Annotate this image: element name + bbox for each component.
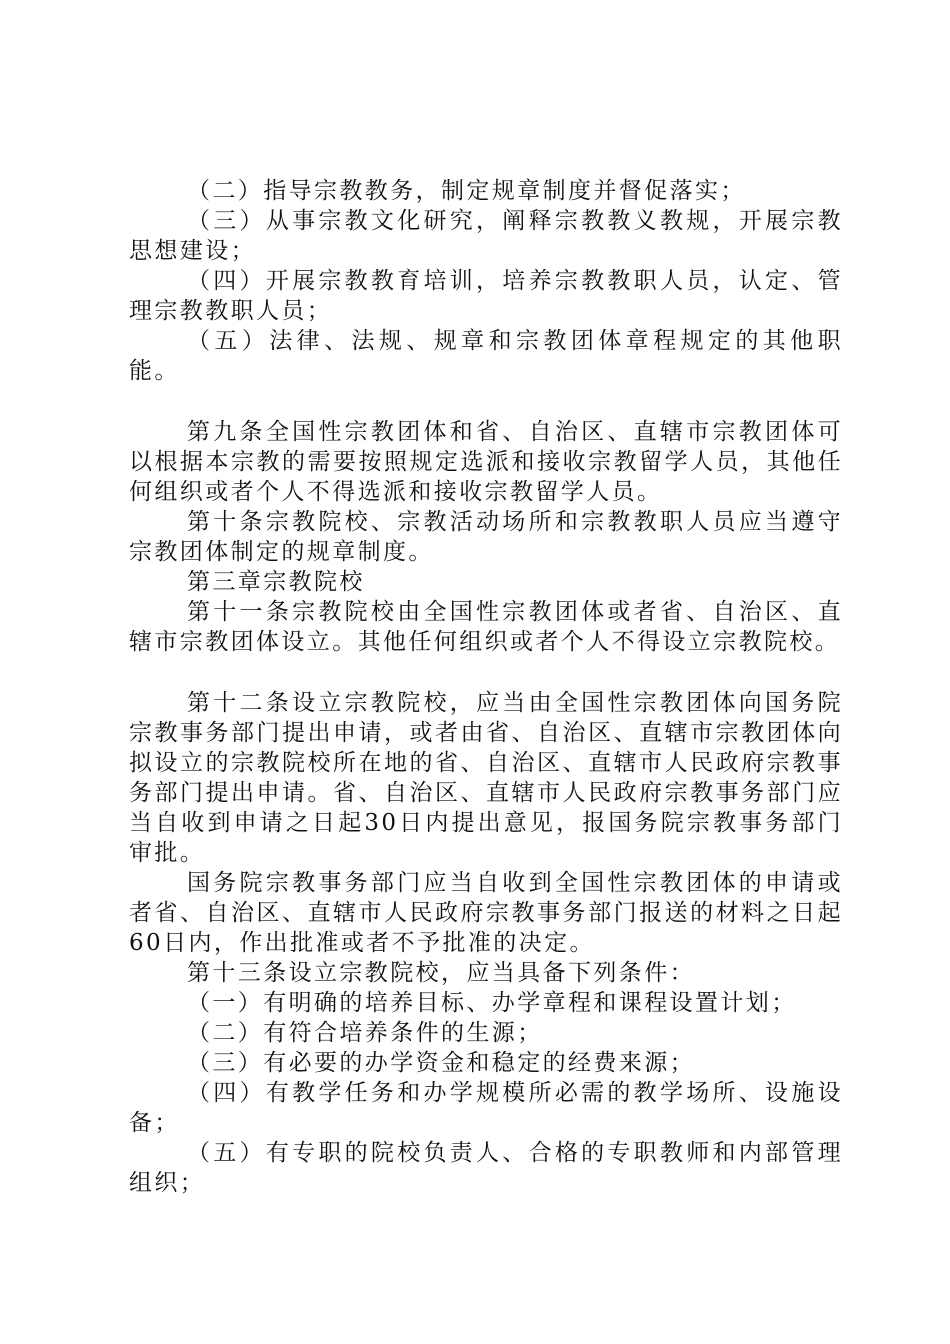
paragraph: 第十三条设立宗教院校，应当具备下列条件： <box>187 960 695 986</box>
paragraph-spacer <box>129 657 843 688</box>
paragraph: 第三章宗教院校 <box>187 569 365 595</box>
paragraph: （二）指导宗教教务，制定规章制度并督促落实； <box>187 178 746 204</box>
paragraph: 国务院宗教事务部门应当自收到全国性宗教团体的申请或者省、自治区、直辖市人民政府宗教事务部门报送的材料之日起60日内，作出批准或者不予批准的决定。 <box>129 870 843 956</box>
paragraph: （一）有明确的培养目标、办学章程和课程设置计划； <box>187 990 797 1016</box>
paragraph: 第九条全国性宗教团体和省、自治区、直辖市宗教团体可以根据本宗教的需要按照规定选派和接收宗教留学人员，其他任何组织或者个人不得选派和接收宗教留学人员。 <box>129 419 843 505</box>
document-body <box>129 176 843 1198</box>
paragraph-spacer <box>129 386 843 417</box>
paragraph: （三）有必要的办学资金和稳定的经费来源； <box>187 1050 695 1076</box>
paragraph: （四）有教学任务和办学规模所必需的教学场所、设施设备； <box>129 1080 843 1136</box>
paragraph: （三）从事宗教文化研究，阐释宗教教义教规，开展宗教思想建设； <box>129 208 843 264</box>
paragraph: （四）开展宗教教育培训，培养宗教教职人员，认定、管理宗教教职人员； <box>129 268 843 324</box>
paragraph: （五）法律、法规、规章和宗教团体章程规定的其他职能。 <box>129 328 843 384</box>
paragraph: 第十条宗教院校、宗教活动场所和宗教教职人员应当遵守宗教团体制定的规章制度。 <box>129 509 843 565</box>
paragraph: 第十一条宗教院校由全国性宗教团体或者省、自治区、直辖市宗教团体设立。其他任何组织或者个人不得设立宗教院校。 <box>129 599 843 655</box>
paragraph: 第十二条设立宗教院校，应当由全国性宗教团体向国务院宗教事务部门提出申请，或者由省、自治区、直辖市宗教团体向拟设立的宗教院校所在地的省、自治区、直辖市人民政府宗教事务部门提出申请。省、自治区、直辖市人民政府宗教事务部门应当自收到申请之日起30日内提出意见，报国务院宗教事务部门审批。 <box>129 690 843 866</box>
paragraph: （五）有专职的院校负责人、合格的专职教师和内部管理组织； <box>129 1140 843 1196</box>
paragraph: （二）有符合培养条件的生源； <box>187 1020 543 1046</box>
